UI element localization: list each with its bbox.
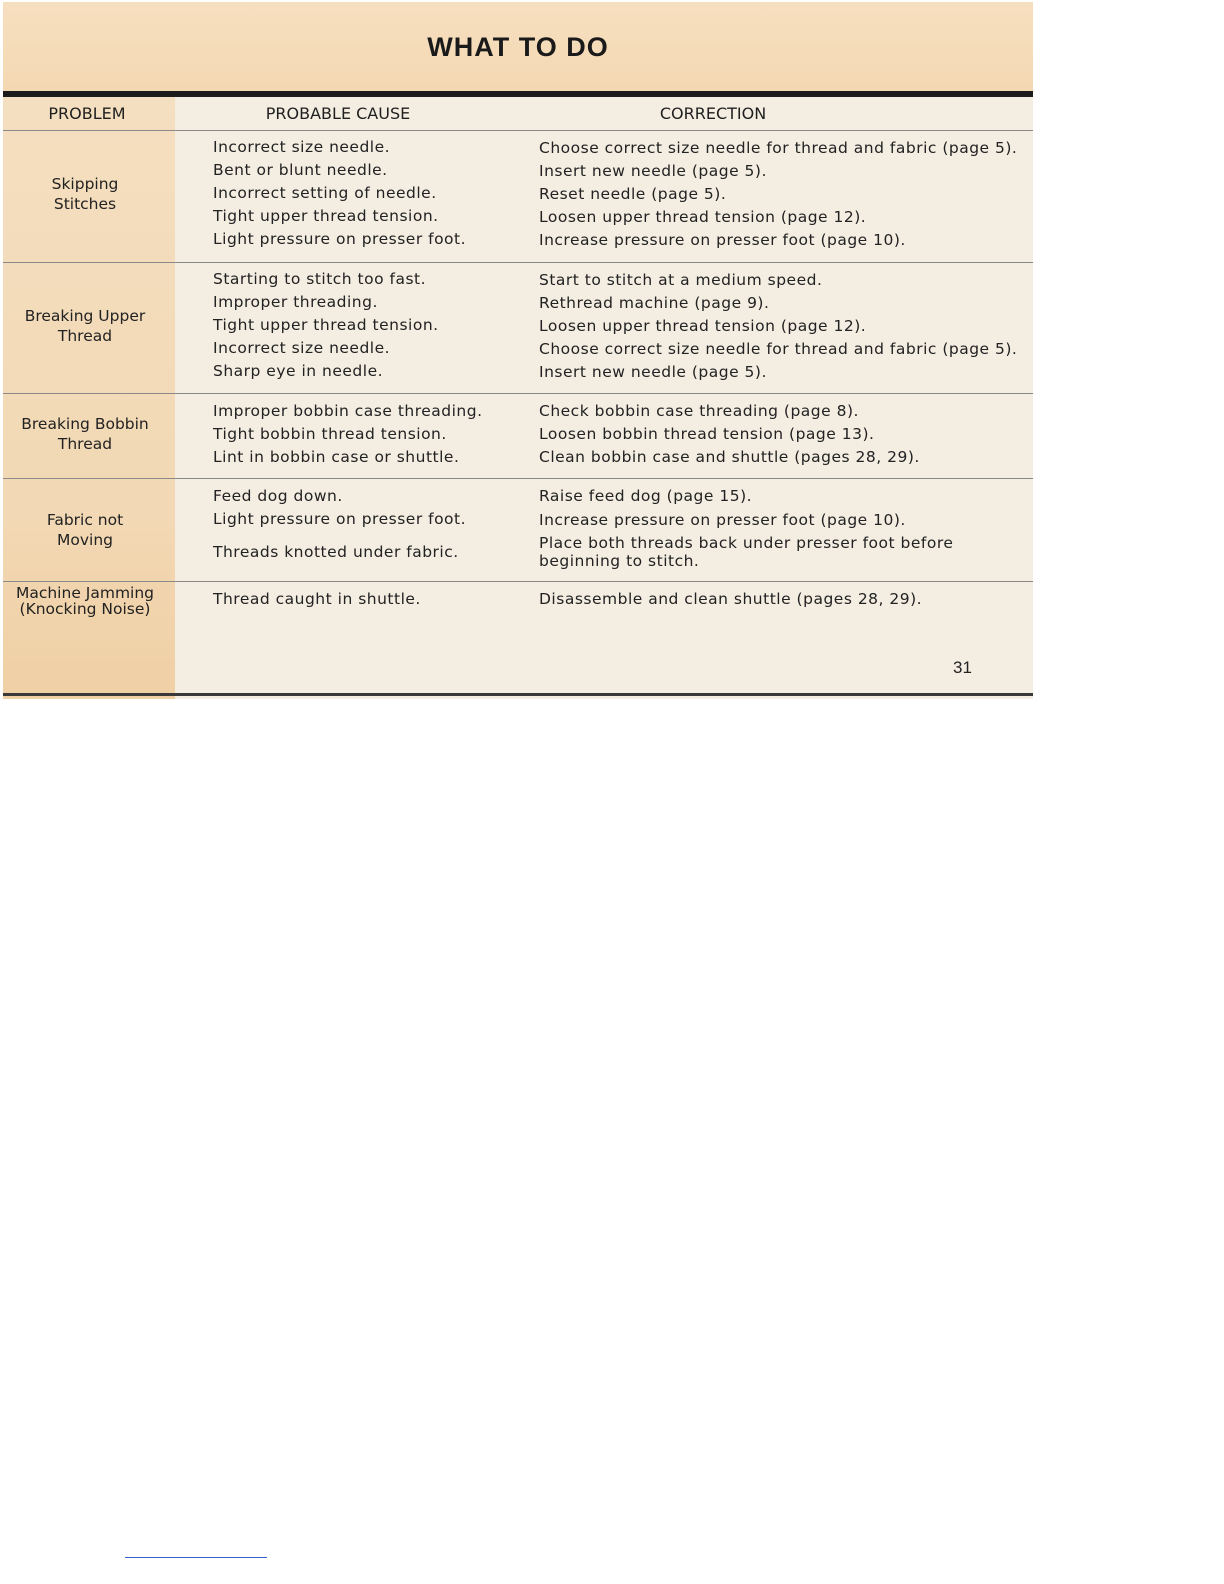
row-divider: [3, 581, 1033, 582]
problem-machine-jamming: Machine Jamming (Knocking Noise): [15, 584, 155, 618]
link-underline[interactable]: [125, 1557, 267, 1558]
cause-line: Incorrect size needle.: [213, 138, 391, 156]
correction-line: Insert new needle (page 5).: [539, 162, 767, 180]
correction-line: Choose correct size needle for thread and fabric (page 5).: [539, 340, 1018, 358]
page-number: 31: [953, 658, 972, 677]
cause-line: Improper bobbin case threading.: [213, 402, 483, 420]
correction-line: Start to stitch at a medium speed.: [539, 271, 823, 289]
correction-line: Rethread machine (page 9).: [539, 294, 770, 312]
cause-line: Lint in bobbin case or shuttle.: [213, 448, 460, 466]
correction-line: Insert new needle (page 5).: [539, 363, 767, 381]
cause-line: Incorrect size needle.: [213, 339, 391, 357]
cause-line: Light pressure on presser foot.: [213, 510, 467, 528]
row-divider: [3, 478, 1033, 479]
problem-skipping-stitches: Skipping Stitches: [51, 175, 119, 213]
manual-page: [3, 2, 1033, 699]
problem-breaking-upper-thread: Breaking Upper Thread: [24, 307, 146, 345]
header-correction: CORRECTION: [659, 104, 767, 123]
cause-line: Bent or blunt needle.: [213, 161, 388, 179]
correction-line: Choose correct size needle for thread and fabric (page 5).: [539, 139, 1018, 157]
row-divider: [3, 262, 1033, 263]
row-divider: [3, 130, 1033, 131]
cause-line: Starting to stitch too fast.: [213, 270, 427, 288]
correction-line: Increase pressure on presser foot (page 10).: [539, 231, 906, 249]
correction-line: Raise feed dog (page 15).: [539, 487, 753, 505]
cause-line: Threads knotted under fabric.: [213, 543, 459, 561]
problem-breaking-bobbin-thread: Breaking Bobbin Thread: [21, 415, 149, 453]
cause-line: Improper threading.: [213, 293, 378, 311]
correction-line: Disassemble and clean shuttle (pages 28, 29).: [539, 590, 923, 608]
problem-fabric-not-moving: Fabric not Moving: [46, 511, 124, 549]
cause-line: Light pressure on presser foot.: [213, 230, 467, 248]
correction-line: Increase pressure on presser foot (page 10).: [539, 511, 906, 529]
cause-line: Tight upper thread tension.: [213, 207, 439, 225]
cause-line: Tight upper thread tension.: [213, 316, 439, 334]
correction-line: Place both threads back under presser foot before beginning to stitch.: [539, 534, 954, 570]
cause-line: Thread caught in shuttle.: [213, 590, 421, 608]
correction-line: Check bobbin case threading (page 8).: [539, 402, 859, 420]
cause-line: Sharp eye in needle.: [213, 362, 384, 380]
correction-line: Clean bobbin case and shuttle (pages 28, 29).: [539, 448, 920, 466]
correction-line: Loosen bobbin thread tension (page 13).: [539, 425, 875, 443]
cause-line: Feed dog down.: [213, 487, 343, 505]
bottom-rule: [3, 693, 1033, 696]
correction-line: Loosen upper thread tension (page 12).: [539, 317, 867, 335]
correction-line: Loosen upper thread tension (page 12).: [539, 208, 867, 226]
header-problem: PROBLEM: [48, 104, 126, 123]
cause-line: Tight bobbin thread tension.: [213, 425, 447, 443]
correction-line: Reset needle (page 5).: [539, 185, 727, 203]
cause-line: Incorrect setting of needle.: [213, 184, 437, 202]
page-title: WHAT TO DO: [427, 32, 609, 62]
row-divider: [3, 393, 1033, 394]
header-probable-cause: PROBABLE CAUSE: [265, 104, 411, 123]
